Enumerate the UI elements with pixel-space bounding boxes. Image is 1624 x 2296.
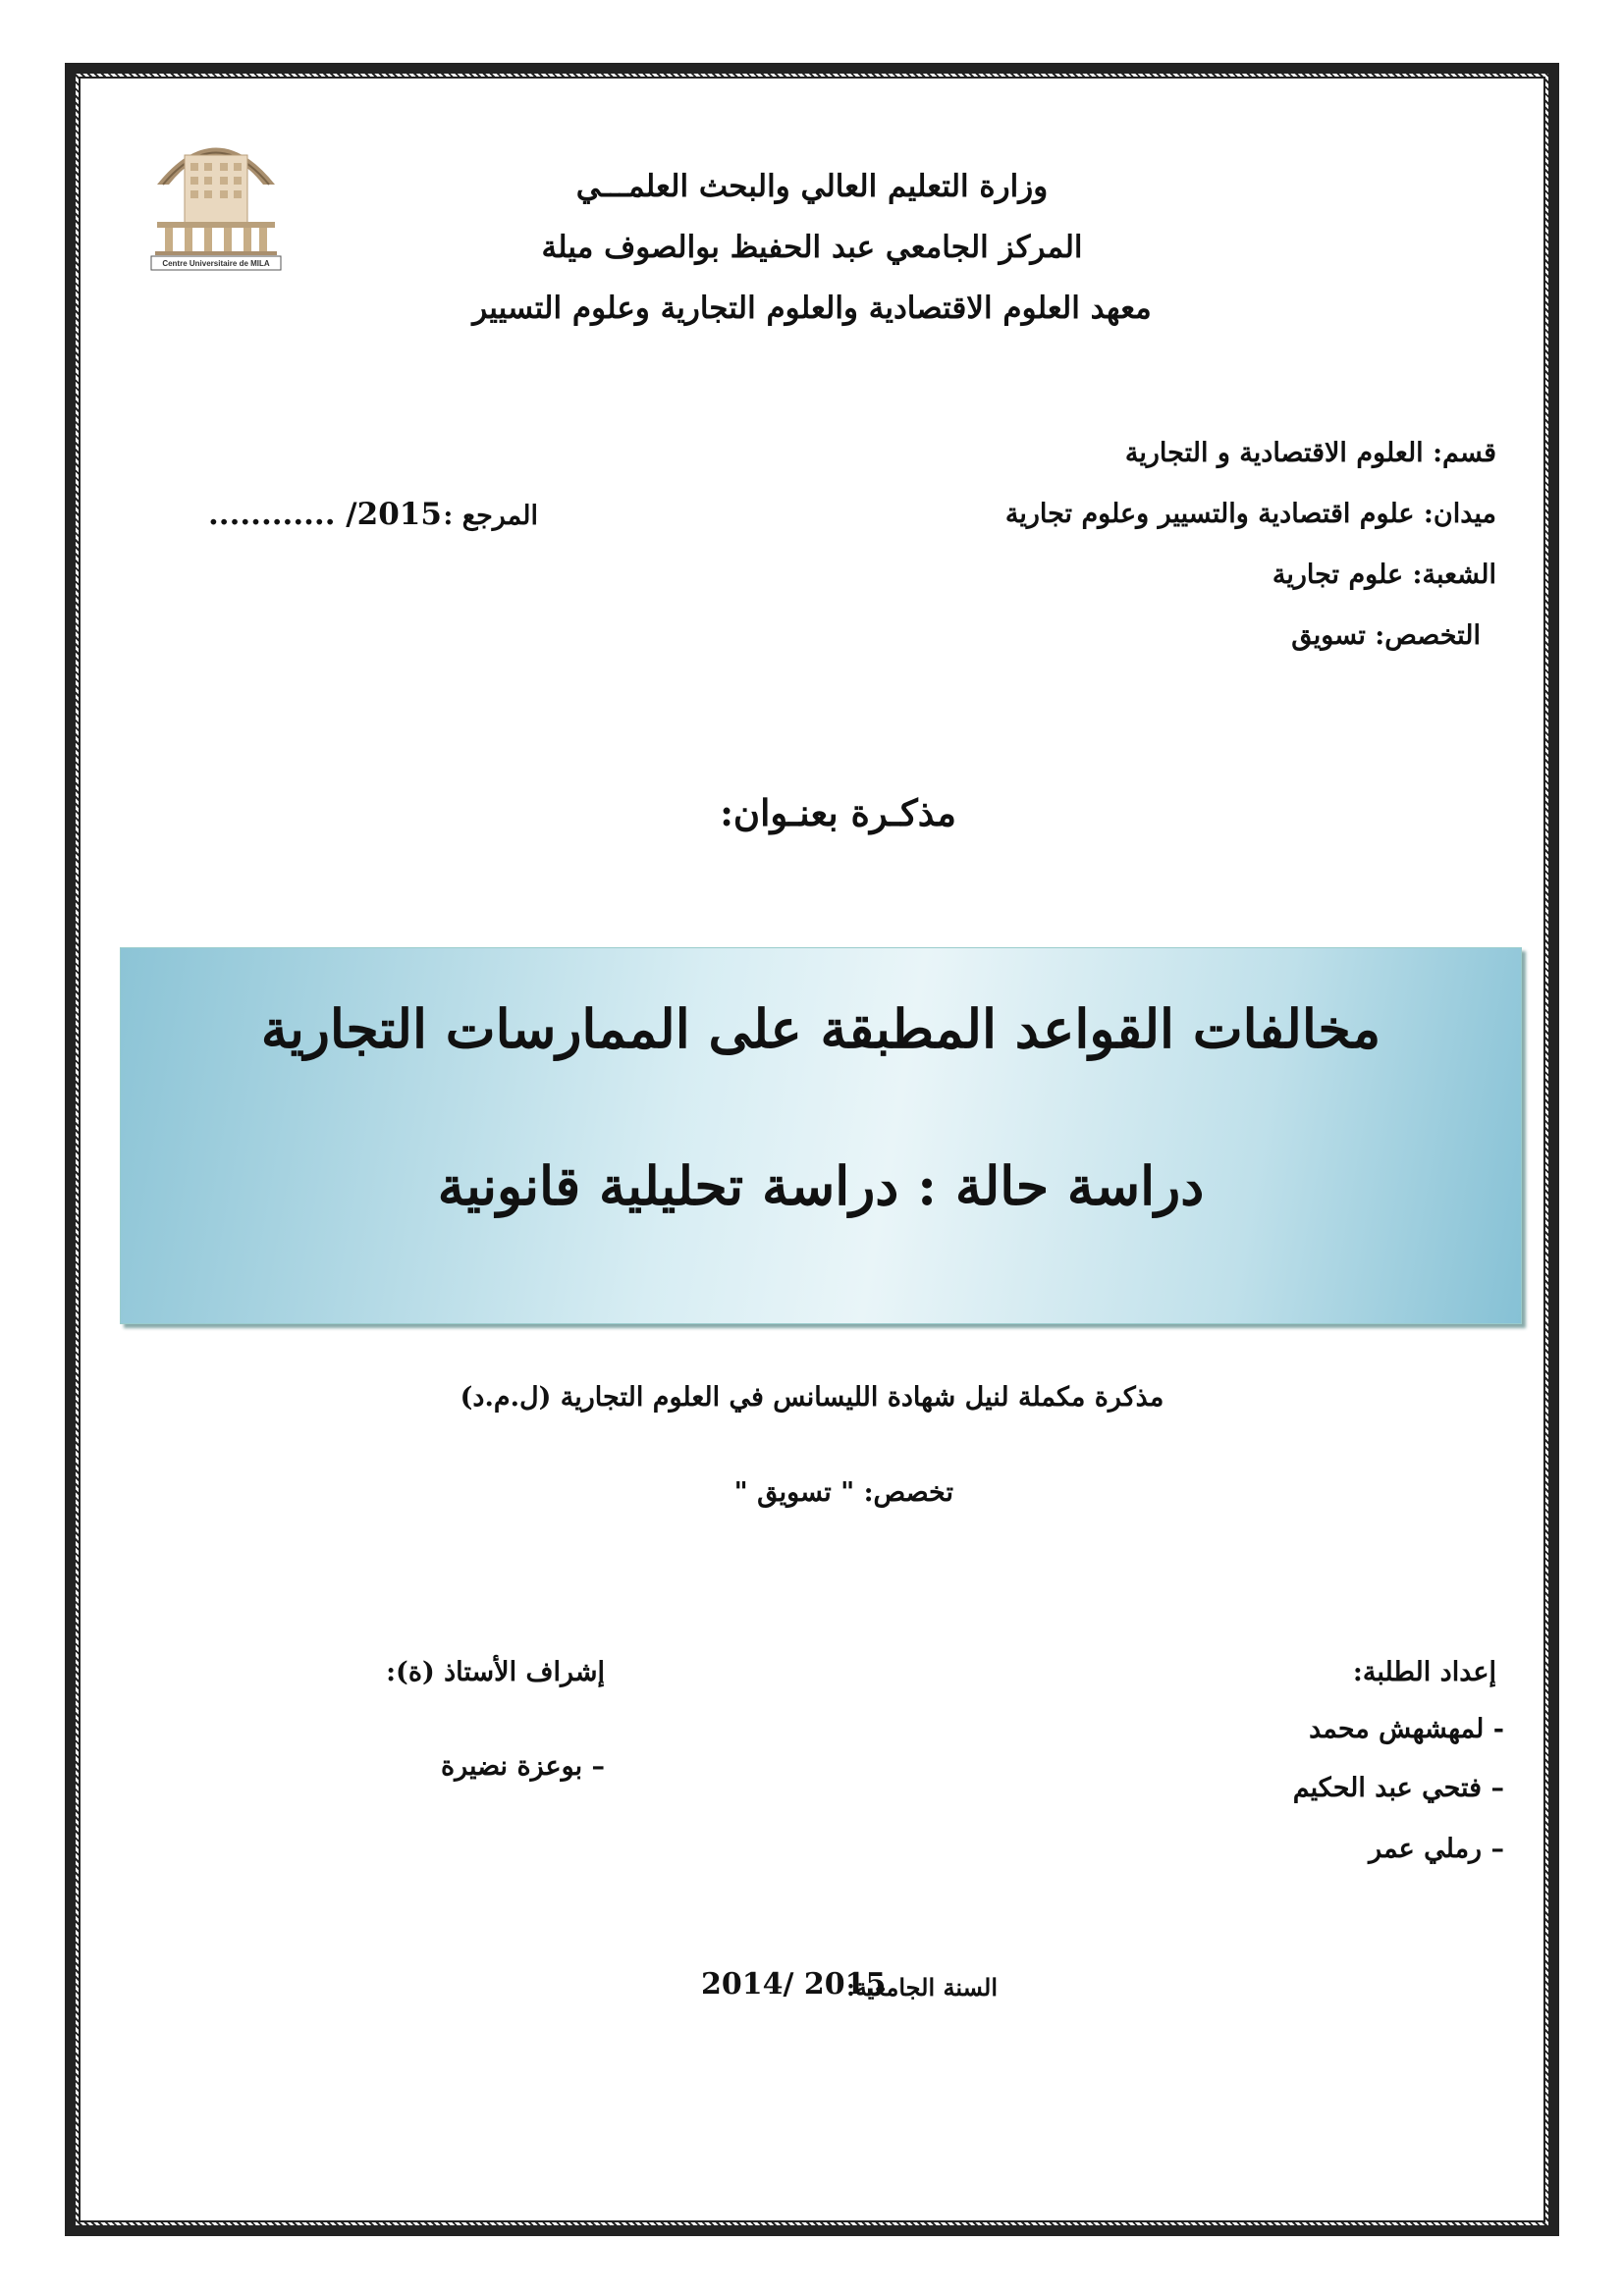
supervisor-label: إشراف الأستاذ (ة):	[386, 1657, 605, 1687]
thesis-title-line1: مخالفات القواعد المطبقة على الممارسات التجارية	[260, 997, 1381, 1060]
student-name: – رملي عمر	[1369, 1834, 1504, 1864]
supervisor-name: – بوعزة نضيرة	[440, 1751, 605, 1782]
academic-year-label: السنة الجامعية:	[845, 1973, 998, 2002]
academic-year-value: 2014/ 2015	[701, 1967, 887, 2002]
ministry-title: وزارة التعليم العالي والبحث العلمـــي	[575, 169, 1049, 204]
department-line: قسم: العلوم الاقتصادية و التجارية	[1124, 438, 1496, 468]
memo-heading: مذكـرة بعنـوان:	[720, 791, 956, 834]
reference-label: المرجع :	[443, 501, 538, 531]
university-center: المركز الجامعي عبد الحفيظ بوالصوف ميلة	[541, 230, 1083, 265]
institute-name: معهد العلوم الاقتصادية والعلوم التجارية وعلوم التسيير	[472, 291, 1152, 326]
specialty-line: التخصص: تسويق	[1291, 620, 1481, 651]
specialization-line: تخصص: " تسويق "	[733, 1477, 953, 1508]
field-line: ميدان: علوم اقتصادية والتسيير وعلوم تجارية	[1004, 499, 1496, 529]
thesis-title-line2: دراسة حالة : دراسة تحليلية قانونية	[437, 1154, 1205, 1217]
students-label: إعداد الطلبة:	[1352, 1657, 1496, 1687]
degree-statement: مذكرة مكملة لنيل شهادة الليسانس في العلوم التجارية (ل.م.د)	[460, 1382, 1164, 1413]
student-name: - لمهشهش محمد	[1309, 1714, 1504, 1744]
student-name: – فتحي عبد الحكيم	[1292, 1773, 1504, 1803]
branch-line: الشعبة: علوم تجارية	[1272, 560, 1496, 590]
logo-caption: Centre Universitaire de MILA	[162, 259, 270, 268]
thesis-title-box	[120, 947, 1522, 1324]
reference-value: ............ /2015	[208, 497, 442, 532]
